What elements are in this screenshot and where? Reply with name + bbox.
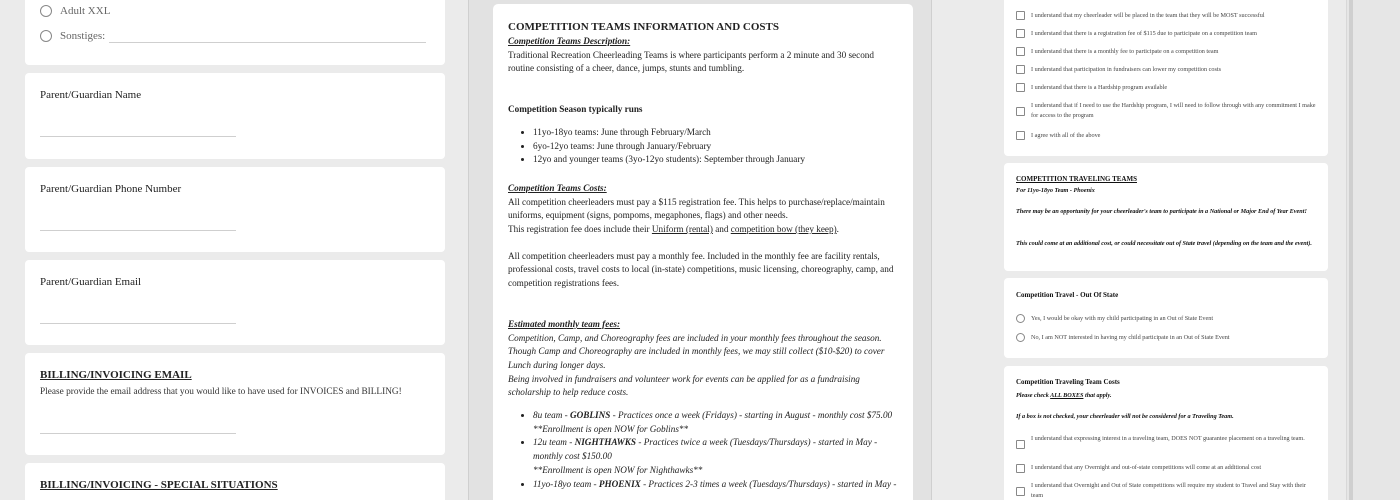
monthly-paragraph-1: Competition, Camp, and Choreography fees are included in your monthly fees throughout the season. Though Camp and Choreography are included in monthly fees, we may still collect ($10-$20) to cover Lunch during longer days.: [508, 332, 885, 370]
billing-email-title: BILLING/INVOICING EMAIL: [40, 369, 192, 381]
out-of-state-card: [1004, 278, 1328, 358]
radio-other[interactable]: [40, 30, 52, 42]
list-item: • 6yo-12yo teams: June through January/February: [533, 140, 898, 154]
ack-label: I understand that if I need to use the Hardship program, I will need to follow through with any commitment I make for access to the program: [1031, 102, 1316, 119]
ack-checkbox[interactable]: [1016, 47, 1025, 56]
parent-name-input[interactable]: [40, 136, 236, 137]
competition-info-document: [493, 4, 913, 500]
season-heading: Competition Season typically runs: [508, 104, 643, 115]
travel-cost-checkbox[interactable]: [1016, 440, 1025, 449]
uniform-link: Uniform (rental): [651, 224, 713, 235]
travel-cost-checkbox[interactable]: [1016, 487, 1025, 496]
enrollment-note: **Enrollment is open NOW for Goblins**: [533, 423, 689, 434]
out-of-state-title: Competition Travel - Out Of State: [1016, 291, 1119, 299]
ack-checkbox[interactable]: [1016, 65, 1025, 74]
travel-teams-subtitle: For 11yo-18yo Team - Phoenix: [1016, 187, 1095, 194]
billing-special-card: [25, 463, 445, 500]
billing-special-title: BILLING/INVOICING - SPECIAL SITUATIONS: [40, 479, 278, 491]
ack-label: I understand that there is a monthly fee to participate on a competition team: [1031, 48, 1219, 55]
desc-heading: Competition Teams Description:: [508, 36, 631, 46]
enrollment-note: **Enrollment is open NOW for Nighthawks**: [533, 464, 703, 475]
parent-phone-label: Parent/Guardian Phone Number: [40, 183, 182, 195]
other-text-input[interactable]: [109, 42, 426, 43]
ack-checkbox[interactable]: [1016, 11, 1025, 20]
costs-paragraph-1b: This registration fee does include their Uniform (rental) and competition bow (they keep).: [508, 224, 839, 235]
radio-out-of-state-no[interactable]: [1016, 333, 1025, 342]
ack-checkbox[interactable]: [1016, 29, 1025, 38]
season-list: [508, 126, 898, 167]
ack-checkbox[interactable]: [1016, 107, 1025, 116]
list-item: • 11yo-18yo team - PHOENIX - Practices 2-3 times a week (Tuesdays/Thursdays) - started in May -: [533, 478, 898, 492]
billing-email-desc: Please provide the email address that you would like to have used for INVOICES and BILLING!: [40, 387, 402, 397]
team-name: PHOENIX: [598, 478, 641, 489]
travel-costs-warning: If a box is not checked, your cheerleader will not be considered for a Traveling Team.: [1016, 413, 1234, 420]
bow-link: competition bow (they keep): [730, 224, 837, 235]
acknowledgement-card: [1004, 0, 1328, 156]
parent-phone-card: [25, 167, 445, 252]
list-item: • 12u team - NIGHTHAWKS - Practices twice a week (Tuesdays/Thursdays) - started in May - monthly cost $150.00 **Enrollment is open NOW for Nighthawks**: [533, 436, 898, 477]
travel-costs-subtitle: Please check ALL BOXES that apply.: [1016, 392, 1112, 399]
form-left-column: [0, 0, 468, 500]
travel-cost-label: I understand that expressing interest in a traveling team, DOES NOT guarantee placement on a traveling team.: [1031, 435, 1305, 442]
travel-cost-label: I understand that Overnight and Out of State competitions will require my student to Travel and Stay with their team: [1031, 482, 1306, 499]
doc-title: COMPETITION TEAMS INFORMATION AND COSTS: [508, 21, 779, 33]
radio-adult-xxl[interactable]: [40, 5, 52, 17]
travel-teams-card: [1004, 163, 1328, 271]
team-fees-list: [508, 409, 898, 491]
parent-email-card: [25, 260, 445, 345]
size-options-card: [25, 0, 445, 65]
travel-teams-title: COMPETITION TRAVELING TEAMS: [1016, 175, 1137, 183]
parent-name-card: [25, 73, 445, 159]
travel-cost-checkbox[interactable]: [1016, 464, 1025, 473]
ack-checkbox[interactable]: [1016, 83, 1025, 92]
list-item: • 12yo and younger teams (3yo-12yo students): September through January: [533, 153, 898, 167]
list-item: • 8u team - GOBLINS - Practices once a week (Fridays) - starting in August - monthly cost $75.00 **Enrollment is open NOW for Goblins**: [533, 409, 898, 436]
costs-heading: Competition Teams Costs:: [508, 182, 607, 193]
option-label: No, I am NOT interested in having my child participate in an Out of State Event: [1031, 334, 1230, 341]
ack-checkbox[interactable]: [1016, 131, 1025, 140]
parent-email-label: Parent/Guardian Email: [40, 276, 142, 288]
team-name: NIGHTHAWKS: [574, 437, 637, 448]
ack-label: I understand that there is a Hardship program available: [1031, 84, 1168, 91]
option-label: Sonstiges:: [60, 30, 106, 42]
travel-costs-title: Competition Traveling Team Costs: [1016, 378, 1120, 386]
billing-email-card: [25, 353, 445, 455]
billing-email-input[interactable]: [40, 433, 236, 434]
list-item: • 11yo-18yo teams: June through February/March: [533, 126, 898, 140]
travel-costs-card: [1004, 366, 1328, 500]
desc-text: Traditional Recreation Cheerleading Teams is where participants perform a 2 minute and 30 second routine consisting of a cheer, dance, jumps, stunts and tumbling.: [508, 49, 874, 74]
monthly-paragraph-2: Being involved in fundraisers and volunteer work for events can be applied for as a fundraising scholarship to help reduce costs.: [508, 373, 860, 398]
costs-paragraph-1: All competition cheerleaders must pay a $115 registration fee. This helps to purchase/replace/maintain uniforms, equipment (signs, pompoms, megaphones, flags) and other needs.: [508, 196, 885, 221]
scrollbar-strip[interactable]: [1346, 0, 1400, 500]
option-label: Adult XXL: [60, 5, 111, 17]
costs-paragraph-2: All competition cheerleaders must pay a monthly fee. Included in the monthly fee are facility rentals, professional costs, travel costs to local (in-state) competitions, music licensing, choreography, camp, and competition registrations fees.: [508, 250, 894, 289]
travel-teams-p2: This could come at an additional cost, or could necessitate out of State travel (depending on the team and the event).: [1016, 240, 1312, 247]
ack-label: I understand that participation in fundraisers can lower my competition costs: [1031, 66, 1222, 73]
ack-label: I understand that my cheerleader will be placed in the team that they will be MOST successful: [1031, 12, 1265, 19]
ack-label: I agree with all of the above: [1031, 132, 1101, 139]
monthly-heading: Estimated monthly team fees:: [508, 318, 621, 329]
travel-teams-p1: There may be an opportunity for your cheerleader's team to participate in a National or Major End of Year Event!: [1016, 208, 1307, 215]
scrollbar-rail[interactable]: [1349, 0, 1353, 500]
parent-phone-input[interactable]: [40, 230, 236, 231]
form-right-column: [936, 0, 1346, 500]
travel-cost-label: I understand that any Overnight and out-of-state competitions will come at an additional cost: [1031, 464, 1262, 471]
radio-out-of-state-yes[interactable]: [1016, 314, 1025, 323]
parent-email-input[interactable]: [40, 323, 236, 324]
parent-name-label: Parent/Guardian Name: [40, 89, 142, 101]
ack-label: I understand that there is a registration fee of $115 due to participate on a competition team: [1031, 30, 1257, 37]
team-name: GOBLINS: [570, 410, 611, 421]
option-label: Yes, I would be okay with my child participating in an Out of State Event: [1031, 315, 1214, 322]
